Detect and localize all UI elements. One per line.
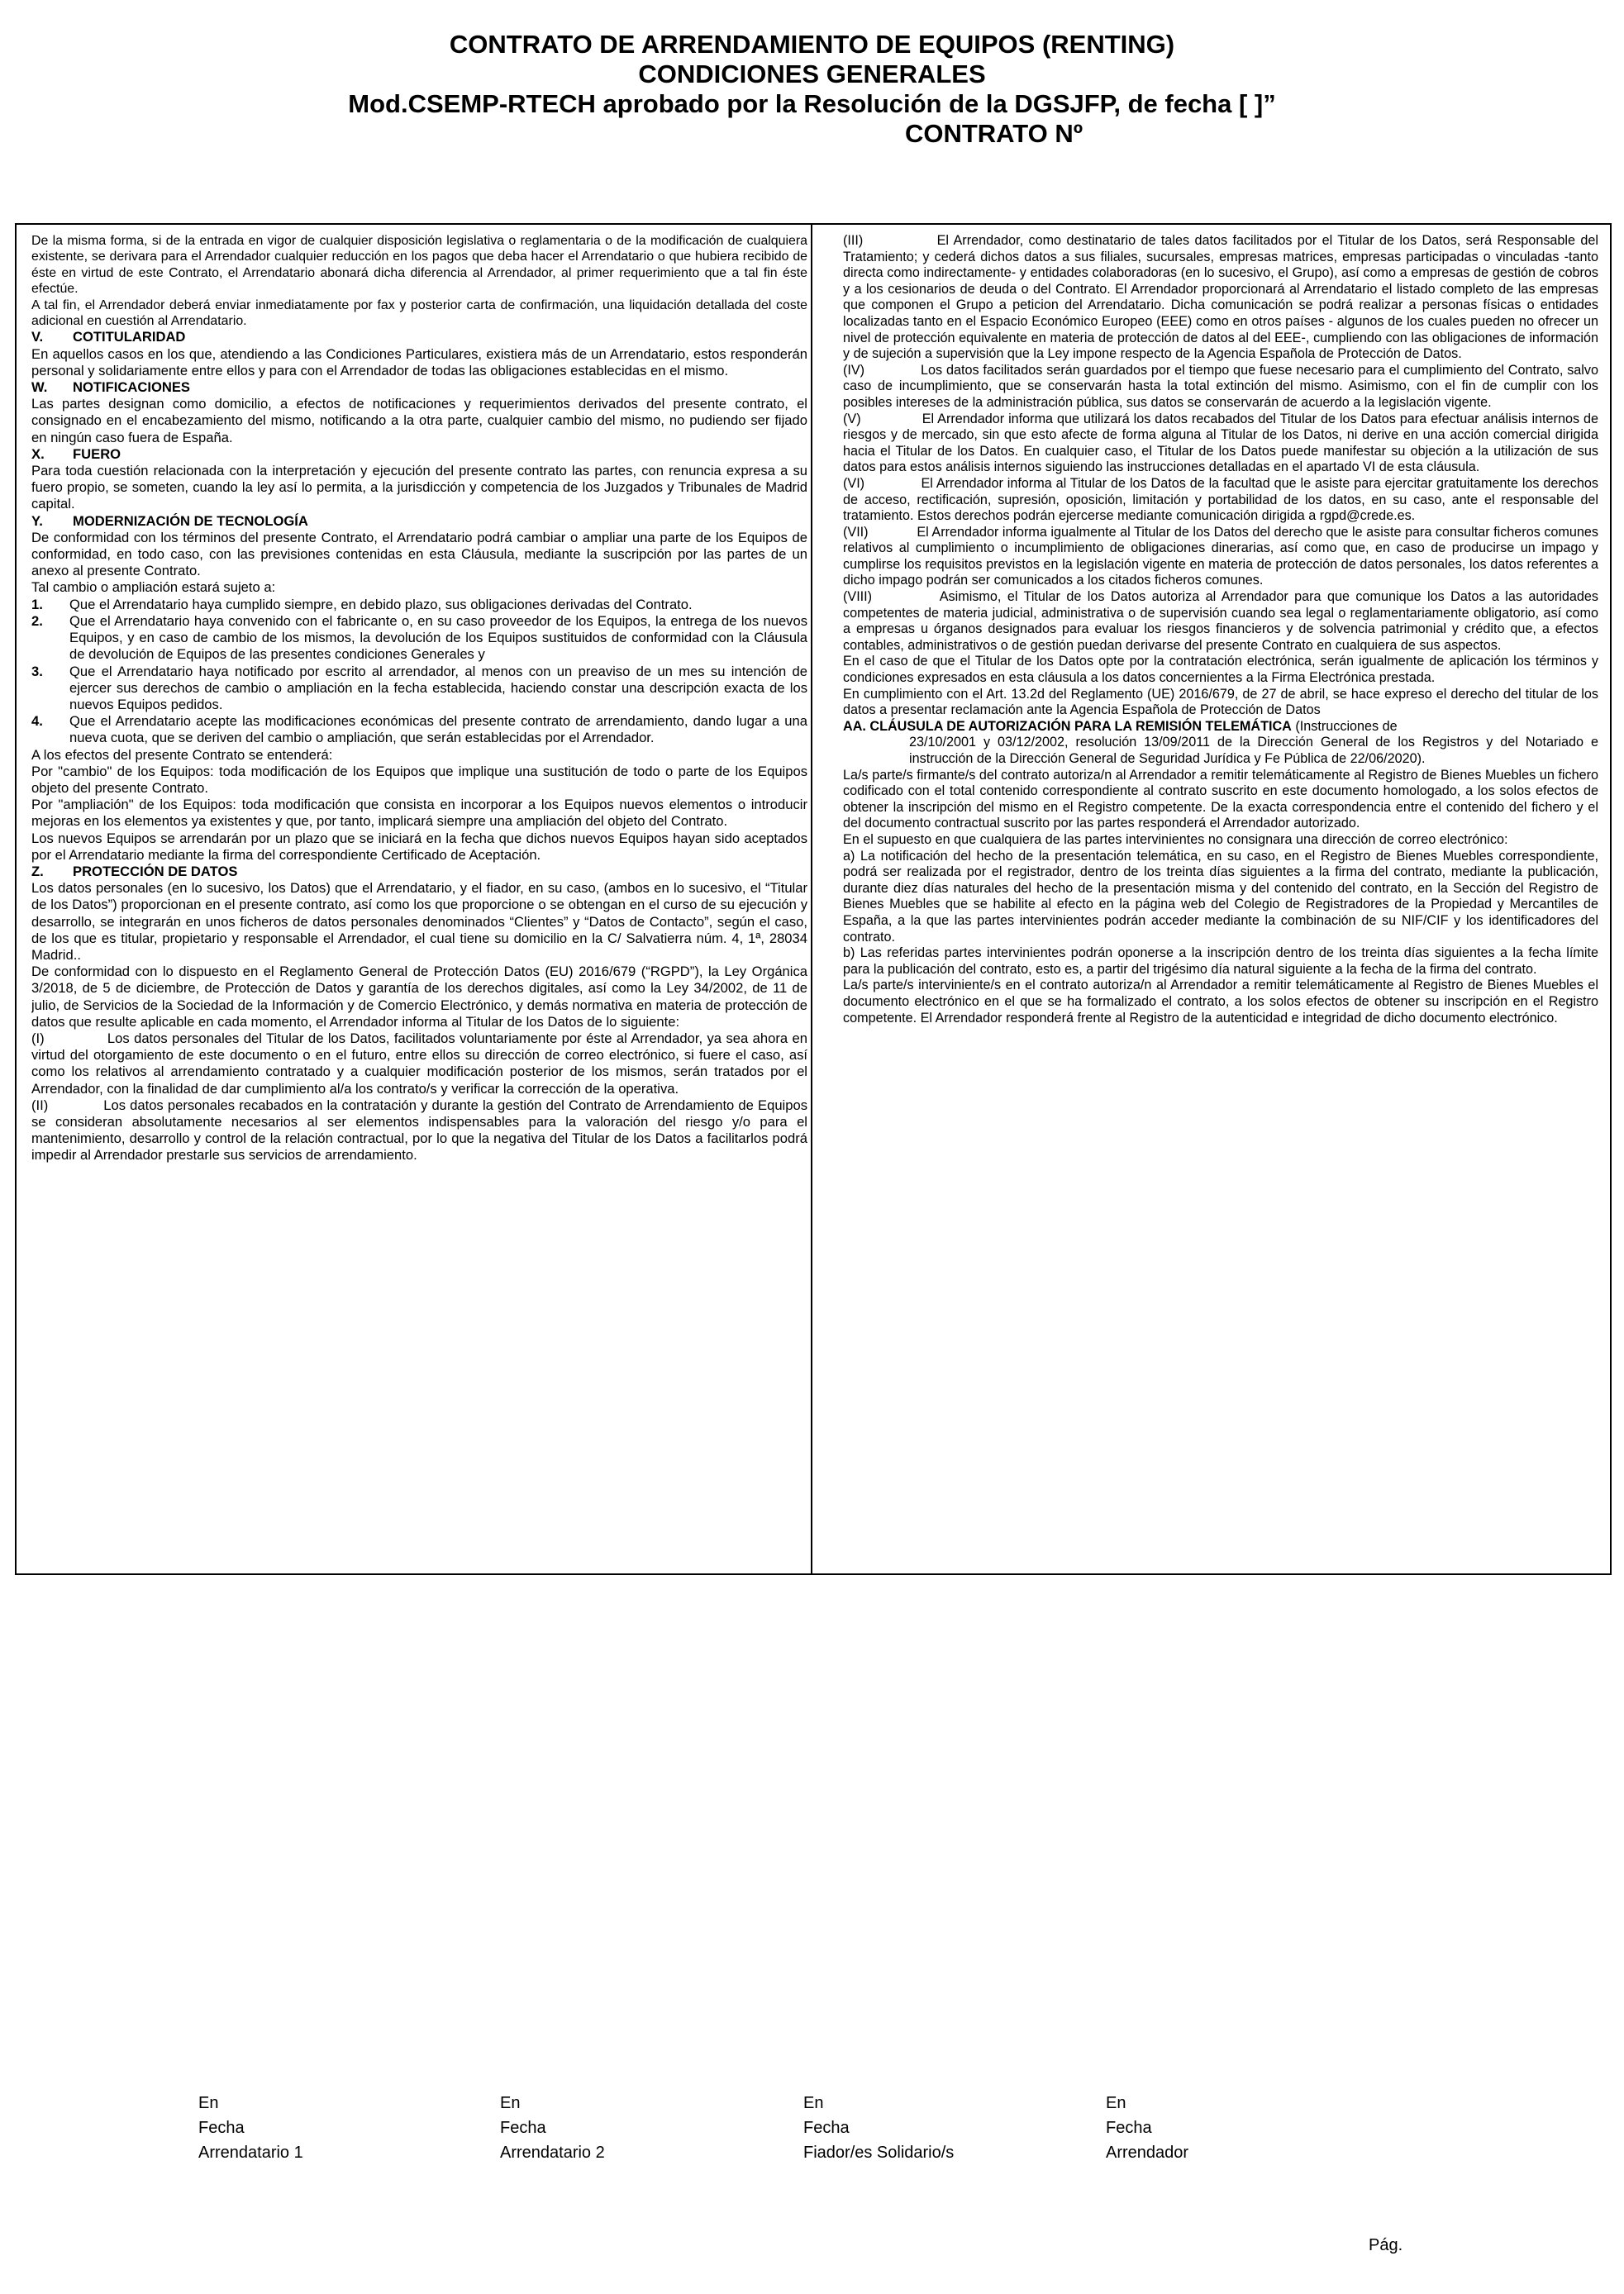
clause-paragraph: Tal cambio o ampliación estará sujeto a: [31,579,276,596]
signer-role: Arrendatario 2 [500,2144,605,2162]
enumerated-paragraph: (V) El Arrendador informa que utilizará los datos recabados del Titular de los Datos para efectuar análisis internos de riesgos y de mercado, sin que esto afecte de forma alguna al Titular de los Datos, ni derive en una acción comercial dirigida hacia el Titular de los Datos. En cualquier caso, el Titular de los Datos puede manifestar su objeción a la utilización de sus datos para estos análisis internos siguiendo las instrucciones detalladas en el apartado VI de esta cláusula. [843,411,1598,475]
clause-paragraph: De conformidad con lo dispuesto en el Reglamento General de Protección Datos (EU) 2016/679 (“RGPD”), la Ley Orgánica 3/2018, de 5 de diciembre, de Protección de Datos y garantía de los derechos digitales, así como la Ley 34/2002, de 11 de julio, de Servicios de la Sociedad de la Información y de Comercio Electrónico, y demás normativa en materia de protección de datos que resulte aplicable en cada momento, el Arrendador informa al Titular de los Datos de lo siguiente: [31,964,807,1030]
section-heading-aa: AA. CLÁUSULA DE AUTORIZACIÓN PARA LA REMISIÓN TELEMÁTICA (Instrucciones de [843,718,1398,734]
clause-paragraph: Por "ampliación" de los Equipos: toda modificación que consista en incorporar a los Equipos nuevos elementos o introducir mejoras en los elementos ya existentes y que, por tanto, implicará siempre una ampliación del objeto del Contrato. [31,797,807,830]
clause-paragraph: Los datos personales (en lo sucesivo, los Datos) que el Arrendatario, y el fiador, en su caso, (ambos en lo sucesivo, el “Titular de los Datos”) proporcionan en el presente contrato, así como los que proporcione o se obtengan en el curso de su ejecución y desarrollo, se integrarán en unos ficheros de datos personales denominados “Clientes” y “Datos de Contacto”, según el caso, de los que es titular, propietario y responsable el Arrendador, el cual tiene su domicilio en la C/ Salvatierra núm. 4, 1ª, 28034 Madrid.. [31,880,807,963]
model-approval-line: Mod.CSEMP-RTECH aprobado por la Resolución de la DGSJFP, de fecha [ ]” [348,89,1276,118]
left-column [31,233,807,1565]
contract-number-label: CONTRATO Nº [904,119,1083,148]
right-column [843,233,1598,1565]
clause-paragraph: En aquellos casos en los que, atendiendo a las Condiciones Particulares, existiera más de un Arrendatario, estos responderán personal y solidariamente entre ellos y para con el Arrendador de todas las obligaciones establecidas en el mismo. [31,345,807,378]
place-label: En [803,2094,824,2112]
document-title: CONTRATO DE ARRENDAMIENTO DE EQUIPOS (RENTING) [449,30,1175,59]
column-divider [811,225,812,1573]
signature-block-fiador [803,2091,954,2165]
clauses-frame [15,223,1612,1575]
clause-paragraph: b) Las referidas partes intervinientes podrán oponerse a la inscripción dentro de los treinta días siguientes a la fecha límite para la publicación del contrato, esto es, a partir del trigésimo día natural siguiente a la fecha de la firma del contrato. [843,945,1598,977]
instructions-reference: 23/10/2001 y 03/12/2002, resolución 13/09/2011 de la Dirección General de los Registros y del Notariado e instrucción de la Dirección General de Seguridad Jurídica y Fe Pública de 22/06/2020). [909,735,1598,766]
section-heading-v: V. COTITULARIDAD [31,329,186,345]
clause-paragraph: A los efectos del presente Contrato se entenderá: [31,746,333,763]
enumerated-paragraph: (I) Los datos personales del Titular de los Datos, facilitados voluntariamente por éste al Arrendador, ya sea ahora en virtud del otorgamiento de este documento o en el futuro, entre ellos su dirección de correo electrónico, si fuere el caso, así como los relativos al arrendamiento contratado y a cualquier modificación posterior de los mismos, serán tratados por el Arrendador, con la finalidad de dar cumplimiento al/a los contrato/s y verificar la corrección de la operativa. [31,1030,807,1097]
place-label: En [1106,2094,1126,2112]
signature-block-arrendatario-2 [500,2091,605,2165]
date-label: Fecha [198,2119,245,2137]
enumerated-paragraph: (VII) El Arrendador informa igualmente al Titular de los Datos del derecho que le asiste para consultar ficheros comunes relativos al cumplimiento o incumplimiento de obligaciones dinerarias, así como que, en caso de producirse un impago y cumplirse los requisitos previstos en la legislación vigente en materia de protección de datos personales, los datos referentes a dicho impago podrán ser comunicados a los citados ficheros comunes. [843,524,1598,588]
page-number-label: Pág. [1369,2236,1403,2254]
section-heading-z: Z. PROTECCIÓN DE DATOS [31,863,238,879]
clause-paragraph: La/s parte/s firmante/s del contrato autoriza/n al Arrendador a remitir telemáticamente al Registro de Bienes Muebles un fichero codificado con el total contenido correspondiente al contrato suscrito en este documento homologado, a los solos efectos de obtener la inscripción del mismo en el Registro competente. De la exacta correspondencia entre el contenido del fichero y el del documento contractual suscrito por las partes responderá el Arrendador autorizado. [843,767,1598,831]
place-label: En [198,2094,219,2112]
enumerated-paragraph: (II) Los datos personales recabados en la contratación y durante la gestión del Contrato de Arrendamiento de Equipos se consideran absolutamente necesarios al ser elementos indispensables para la valoración del riesgo y/o para el mantenimiento, desarrollo y control de la relación contractual, por lo que la negativa del Titular de los Datos a facilitarlos podrá impedir al Arrendador prestarle sus servicios de arrendamiento. [31,1097,807,1164]
clause-paragraph: a) La notificación del hecho de la presentación telemática, en su caso, en el Registro de Bienes Muebles correspondiente, podrá ser realizada por el registrador, dentro de los treinta días siguientes a la firma del contrato, mediante la publicación, durante diez días naturales del hecho de la presentación misma y del contenido del contrato, en la Sección del Registro de Bienes Muebles que se habilite al efecto en la página web del Colegio de Registradores de la Propiedad y Mercantiles de España, a la que las partes intervinientes podrán acceder mediante la combinación de su NIF/CIF y los identificadores del contrato. [843,848,1598,945]
place-label: En [500,2094,521,2112]
signer-role: Arrendador [1106,2144,1189,2162]
document-header [0,30,1624,149]
clause-paragraph: La/s parte/s interviniente/s en el contrato autoriza/n al Arrendador a remitir telemáticamente al Registro de Bienes Muebles el documento electrónico en el que se ha formalizado el contrato, a los solos efectos de obtener su inscripción en el Registro competente. El Arrendador responderá frente al Registro de la autenticidad e integridad de dicho documento electrónico. [843,978,1598,1026]
date-label: Fecha [803,2119,850,2137]
signature-block-arrendatario-1 [198,2091,303,2165]
clause-paragraph: En el supuesto en que cualquiera de las partes intervinientes no consignara una dirección de correo electrónico: [843,831,1508,847]
clause-paragraph: A tal fin, el Arrendador deberá enviar inmediatamente por fax y posterior carta de confirmación, una liquidación detallada del coste adicional en cuestión al Arrendatario. [31,297,807,329]
clause-paragraph: Para toda cuestión relacionada con la interpretación y ejecución del presente contrato las partes, con renuncia expresa a su fuero propio, se someten, cuando la ley así lo permita, a la jurisdicción y competencia de los Juzgados y Tribunales de Madrid capital. [31,463,807,512]
clause-paragraph: En cumplimiento con el Art. 13.2d del Reglamento (UE) 2016/679, de 27 de abril, se hace expreso el derecho del titular de los datos a presentar reclamación ante la Agencia Española de Protección de Datos [843,686,1598,718]
list-item: 1. Que el Arrendatario haya cumplido siempre, en debido plazo, sus obligaciones derivadas del Contrato. [31,596,693,612]
clause-paragraph: Los nuevos Equipos se arrendarán por un plazo que se iniciará en la fecha que dichos nuevos Equipos hayan sido aceptados por el Arrendatario mediante la firma del correspondiente Certificado de Aceptación. [31,830,807,863]
section-heading-y: Y. MODERNIZACIÓN DE TECNOLOGÍA [31,512,308,529]
clause-paragraph: Por "cambio" de los Equipos: toda modificación de los Equipos que implique una sustitución de todo o parte de los Equipos objeto del presente Contrato. [31,763,807,796]
enumerated-paragraph: (VI) El Arrendador informa al Titular de los Datos de la facultad que le asiste para ejercitar gratuitamente los derechos de acceso, rectificación, supresión, oposición, limitación y portabilidad de los datos, en su caso, ante el responsable del tratamiento. Estos derechos podrán ejercerse mediante comunicación dirigida a rgpd@crede.es. [843,475,1598,524]
signature-block-arrendador [1106,2091,1188,2165]
date-label: Fecha [500,2119,546,2137]
signer-role: Fiador/es Solidario/s [803,2144,955,2162]
section-heading-w: W. NOTIFICACIONES [31,379,190,396]
section-heading-x: X. FUERO [31,445,121,462]
signer-role: Arrendatario 1 [198,2144,303,2162]
enumerated-paragraph: (VIII) Asimismo, el Titular de los Datos autoriza al Arrendador para que comunique los Datos a las autoridades competentes de materia judicial, administrativa o de supervisión cuando sea legal o reglamentariamente obligatorio, así como a empresas u órganos designados para evaluar los riesgos financieros y de solvencia patrimonial y crédito que, a efectos contables, administrativos o de gestión puedan derivarse del presente Contrato en cualquiera de sus aspectos. [843,589,1598,653]
list-item: 3. Que el Arrendatario haya notificado por escrito al arrendador, al menos con un preaviso de un mes su intención de ejercer sus derechos de cambio o ampliación en la fecha establecida, haciendo constar una descripción exacta de los nuevos Equipos pedidos. [31,663,807,712]
date-label: Fecha [1106,2119,1152,2137]
clause-paragraph: De la misma forma, si de la entrada en vigor de cualquier disposición legislativa o reglamentaria o de la modificación de cualquiera existente, se derivara para el Arrendador cualquier reducción en los pagos que deba hacer el Arrendatario o que hubiera recibido de éste en virtud de este Contrato, el Arrendatario abonará dicha diferencia al Arrendador, al primer requerimiento que a tal fin éste efectúe. [31,234,807,297]
clause-paragraph: En el caso de que el Titular de los Datos opte por la contratación electrónica, serán igualmente de aplicación los términos y condiciones expresados en esta cláusula a los datos concernientes a la Firma Electrónica prestada. [843,654,1598,686]
list-item: 4. Que el Arrendatario acepte las modificaciones económicas del presente contrato de arrendamiento, dando lugar a una nueva cuota, que se deriven del cambio o ampliación, que serán establecidas por el Arrendador. [31,713,807,746]
clause-paragraph: De conformidad con los términos del presente Contrato, el Arrendatario podrá cambiar o ampliar una parte de los Equipos de conformidad, en todo caso, con las previsiones contenidas en esta Cláusula, mediante la suscripción por las partes de un anexo al presente Contrato. [31,529,807,579]
list-item: 2. Que el Arrendatario haya convenido con el fabricante o, en su caso proveedor de los Equipos, la entrega de los nuevos Equipos, y en caso de cambio de los mismos, la devolución de los Equipos sustituidos de conformidad con la Cláusula de devolución de Equipos de las presentes condiciones Generales y [31,612,807,663]
enumerated-paragraph: (III) El Arrendador, como destinatario de tales datos facilitados por el Titular de los Datos, será Responsable del Tratamiento; y cederá dichos datos a sus filiales, sucursales, empresas matrices, empresas participadas o vinculadas -tanto directa como indirectamente- y entidades colaboradoras (en lo sucesivo, el Grupo), así como a empresas de gestión de cobros y a los cesionarios de deuda o del Contrato. El Arrendador proporcionará al Arrendatario el listado completo de las empresas que componen el Grupo a peticion del Arrendatario. Dicha comunicación se podrá realizar a personas físicas o entidades localizadas tanto en el Espacio Económico Europeo (EEE) como en otros países - algunos de los cuales pueden no ofrecer un nivel de protección equivalente en materia de protección de datos al del EEE-, cumpliendo con las obligaciones de información y de sujeción a supervisión que la Ley impone respecto de la Agencia Española de Protección de Datos. [843,233,1598,362]
clause-paragraph: Las partes designan como domicilio, a efectos de notificaciones y requerimientos derivados del presente contrato, el consignado en el encabezamiento del mismo, notificando a la otra parte, cualquier cambio del mismo, no pudiendo ser fijado en ningún caso fuera de España. [31,396,807,445]
enumerated-paragraph: (IV) Los datos facilitados serán guardados por el tiempo que fuese necesario para el cumplimiento del Contrato, salvo caso de incumplimiento, que se conservarán hasta la total extinción del mismo. Asimismo, con el fin de cumplir con los posibles intereses de la administración pública, sus datos se conservarán de acuerdo a la legislación vigente. [843,362,1598,410]
document-subtitle: CONDICIONES GENERALES [638,59,986,88]
